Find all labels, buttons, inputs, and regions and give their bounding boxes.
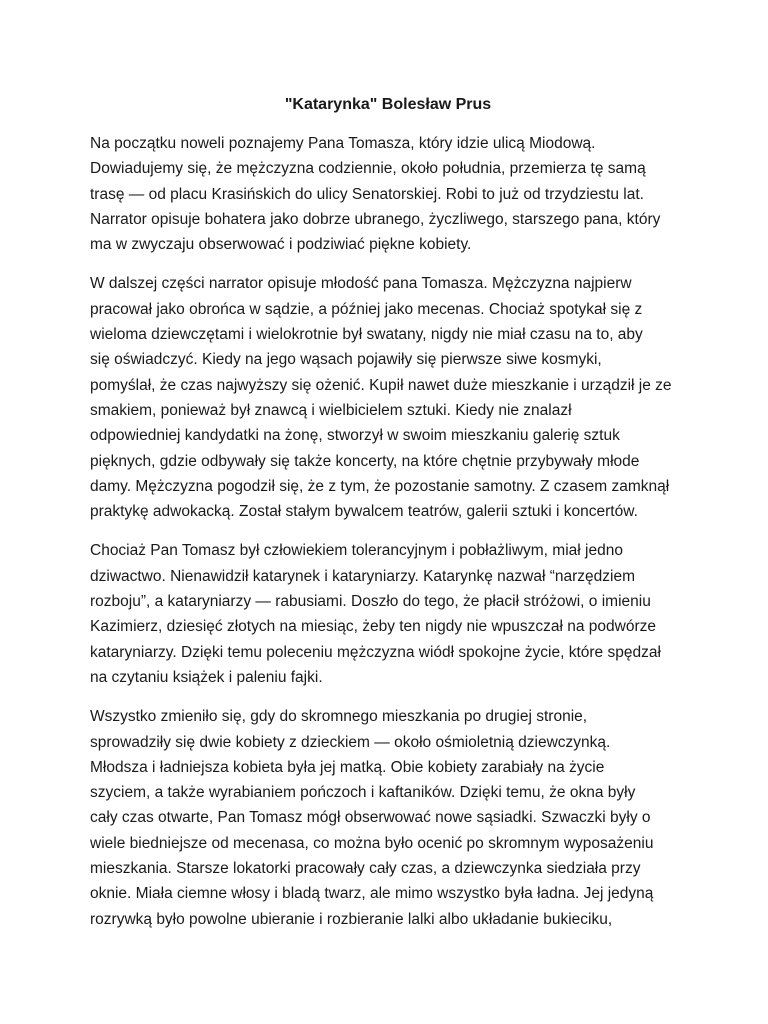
paragraph-4: Wszystko zmieniło się, gdy do skromnego mieszkania po drugiej stronie, sprowadziły się dwie kobiety z dzieckiem — około ośmioletnią dziewczynką. Młodsza i ładniejsza kobieta była jej matką. Obie kobiety zarabiały na życie szyciem, a także wyrabianiem pończoch i kaftaników. Dzięki temu, że okna były cały czas otwarte, Pan Tomasz mógł obserwować nowe sąsiadki. Szwaczki były o wiele biedniejsze od mecenasa, co można było ocenić po skromnym wyposażeniu mieszkania. Starsze lokatorki pracowały cały czas, a dziewczynka siedziała przy oknie. Miała ciemne włosy i bladą twarz, ale mimo wszystko była ładna. Jej jedyną rozrywką było powolne ubieranie i rozbieranie lalki albo układanie bukieciku, [90,708,654,928]
document-body [90,93,686,946]
document-title: "Katarynka" Bolesław Prus [284,96,492,113]
paragraph-2: W dalszej części narrator opisuje młodość pana Tomasza. Mężczyzna najpierw pracował jako obrońca w sądzie, a później jako mecenas. Chociaż spotykał się z wieloma dziewczętami i wielokrotnie był swatany, nigdy nie miał czasu na to, aby się oświadczyć. Kiedy na jego wąsach pojawiły się pierwsze siwe kosmyki, pomyślał, że czas najwyższy się ożenić. Kupił nawet duże mieszkanie i urządził je ze smakiem, ponieważ był znawcą i wielbicielem sztuki. Kiedy nie znalazł odpowiedniej kandydatki na żonę, stworzył w swoim mieszkaniu galerię sztuk pięknych, gdzie odbywały się także koncerty, na które chętnie przybywały młode damy. Mężczyzna pogodził się, że z tym, że pozostanie samotny. Z czasem zamknął praktykę adwokacką. Został stałym bywalcem teatrów, galerii sztuki i koncertów. [90,275,672,521]
paragraph-1: Na początku noweli poznajemy Pana Tomasza, który idzie ulicą Miodową. Dowiadujemy się, że mężczyzna codziennie, około południa, przemierza tę samą trasę — od placu Krasińskich do ulicy Senatorskiej. Robi to już od trzydziestu lat. Narrator opisuje bohatera jako dobrze ubranego, życzliwego, starszego pana, który ma w zwyczaju obserwować i podziwiać piękne kobiety. [90,135,661,254]
paragraph-3: Chociaż Pan Tomasz był człowiekiem tolerancyjnym i pobłażliwym, miał jedno dziwactwo. Nienawidził katarynek i kataryniarzy. Katarynkę nazwał “narzędziem rozboju”, a kataryniarzy — rabusiami. Doszło do tego, że płacił stróżowi, o imieniu Kazimierz, dziesięć złotych na miesiąc, żeby ten nigdy nie wpuszczał na podwórze kataryniarzy. Dzięki temu poleceniu mężczyzna wiódł spokojne życie, które spędzał na czytaniu książek i paleniu fajki. [90,542,661,686]
